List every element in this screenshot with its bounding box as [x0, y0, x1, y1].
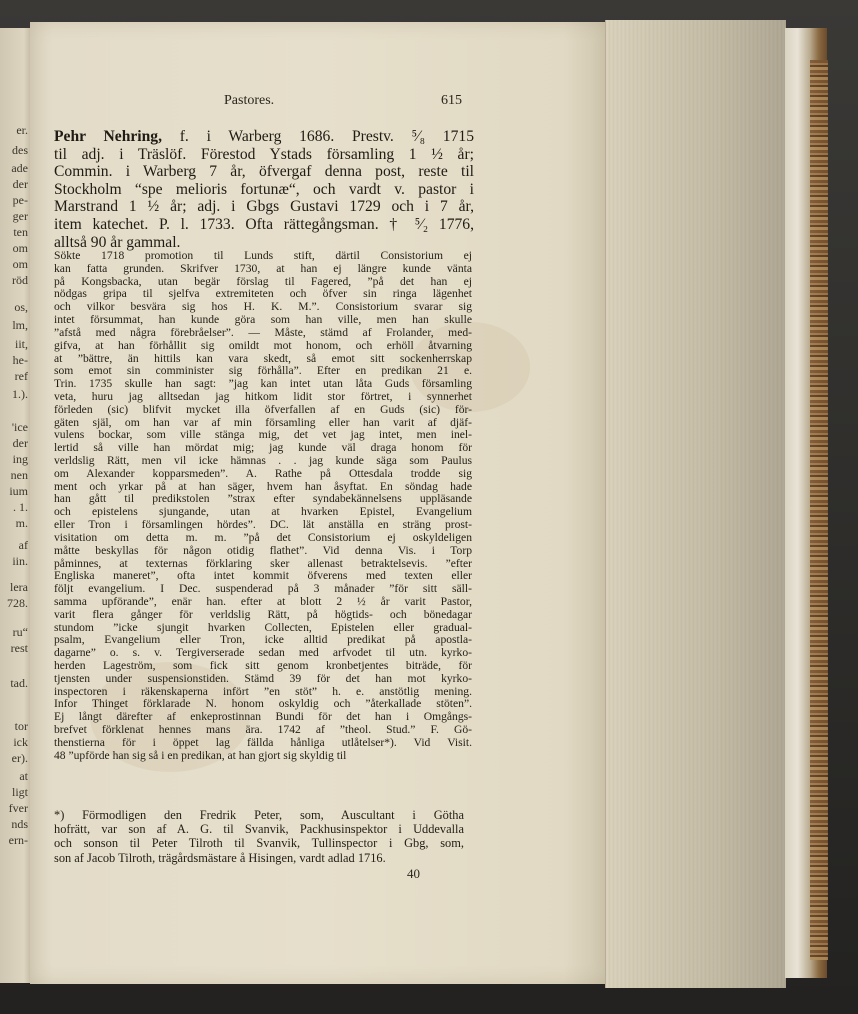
left-page-fragment: at	[19, 769, 28, 783]
footnote-line: son af Jacob Tilroth, trägårdsmästare å Hisingen, vardt adlad 1716.	[54, 850, 386, 865]
biography-line: Stockholm “spe melioris fortunæ“, och vardt v. pastor i	[54, 180, 474, 198]
left-page-fragment: 1.).	[12, 387, 28, 401]
page-block-edge	[605, 20, 786, 988]
left-page-fragment: ligt	[11, 785, 28, 799]
left-page-fragment: ern-	[8, 833, 28, 847]
footnote	[54, 808, 464, 865]
body-line: nödgas gripa til sjelfva extremiteten och öfver sin ringa lägenhet	[54, 288, 472, 301]
left-page-fragment: iin.	[12, 554, 28, 568]
left-page-edge	[0, 28, 30, 983]
body-line: intet försummat, han kunde göra som han ville, men han skulle	[54, 314, 472, 327]
body-line: samma upförande”, enär han. efter at blott 2 ½ år varit Pastor,	[54, 595, 472, 608]
left-page-fragment: des	[12, 143, 28, 157]
left-page-fragment: nds	[11, 817, 28, 831]
left-page-fragment: nen	[10, 468, 28, 482]
body-line: påminnes, at texternas förklaring sker allenast betraktelsevis. ”efter	[54, 557, 472, 570]
left-page-fragment: röd	[12, 273, 28, 287]
page-number: 615	[441, 93, 462, 108]
left-page-fragment: ade	[11, 161, 28, 175]
left-page-fragment: . 1.	[13, 500, 28, 514]
left-page-fragment: ium	[9, 484, 28, 498]
body-line: vulens bockar, som ville stänga mig, det vet jag intet, men inel-	[54, 429, 472, 442]
body-line: Infor Thinget förklarade N. honom oskyldig och ”återkallade stöten”.	[54, 698, 472, 711]
body-line: ”afstå med några förebråelser”. — Måste, stämd af Frolander, med-	[54, 326, 472, 339]
body-line: Sökte 1718 promotion til Lunds stift, därtil Consistorium ej	[54, 250, 472, 262]
body-line: gäten själ, om han var af min församling eller han varit af djäf-	[54, 416, 472, 429]
body-line: psalm, Evangelium eller Tron, icke alltid predikat på apostla-	[54, 634, 472, 647]
body-line: Ej långt därefter af enkeprostinnan Bundi för det han i Omgångs-	[54, 711, 472, 724]
body-line: dagarne” o. s. v. Tergiverserade sedan med arfvodet til utn. kyrko-	[54, 647, 472, 660]
left-page-fragment: om	[12, 241, 28, 255]
left-page-fragment: rest	[10, 641, 28, 655]
body-line: brefvet förklenat hennes mans ära. 1742 af ”theol. Stud.” F. Gö-	[54, 724, 472, 737]
biography-line: Commin. i Warberg 7 år, öfvergaf denna post, reste til	[54, 163, 474, 181]
left-page-fragment: der	[12, 436, 28, 450]
body-line: varit flera gånger för verldslig Rätt, på högtids- och bönedagar	[54, 608, 472, 621]
body-line: thenstierna för i öppet lag fällda hånliga utlåtelser*). Vid Visit.	[54, 736, 472, 749]
biography-line: alltså 90 år gammal.	[54, 233, 181, 251]
body-line: han gått til predikstolen ”strax efter syndabekännelsens uppläsande	[54, 493, 472, 506]
body-line: och vilkor besvära sig hos H. K. M.”. Consistorium svarar sig	[54, 301, 472, 314]
body-line: verldslig Rätt, men vil icke hämnas . . jag kunde säga som Paulus	[54, 455, 472, 467]
body-line: gifva, at han förhållit sig omildt mot honom, och erhöll åtvarning	[54, 339, 472, 352]
signature-mark: 40	[407, 866, 420, 881]
body-line: 48 ”upförde han sig så i en predikan, at han gjort sig skyldig til	[54, 749, 347, 762]
biography-line: Marstrand 1 ½ år; adj. i Gbgs Gustavi 1729 och i 7 år,	[54, 198, 474, 216]
body-line: ment och yrkar på at han säger, hvem han åsyftat. En söndag hade	[54, 480, 472, 493]
body-line: tjensten under suspensionstiden. Stämd 39 för det han mot kyrko-	[54, 672, 472, 685]
body-line: Engliska maneret”, ofta intet kommit öfverens med texten eller	[54, 570, 472, 583]
body-line: om Alexander kopparsmeden”. A. Rathe på Ottesdala trodde sig	[54, 467, 472, 480]
body-line: visitation om detta m. m. ”på det Consistorium ej oskyldeligen	[54, 531, 472, 544]
biography-entry	[54, 128, 474, 251]
left-page-fragment: 728.	[7, 596, 28, 610]
left-page-fragment: m.	[15, 516, 28, 530]
left-page-fragment: ing	[12, 452, 28, 466]
body-line: Trin. 1735 skulle han sagt: ”jag kan intet utan låta Guds församling	[54, 378, 472, 391]
body-line: inspectoren i räkenskaperna infört ”en stöt” h. e. anstötlig mening.	[54, 685, 472, 698]
body-text	[54, 250, 472, 763]
left-page-fragment: tad.	[10, 676, 28, 690]
body-line: måtte beskyllas för någon otidig flathet”. Vid denna Vis. i Torp	[54, 544, 472, 557]
left-page-fragment: 'ice	[11, 420, 28, 434]
left-page-fragment: lm,	[12, 318, 28, 332]
left-page-fragment: ref	[14, 369, 28, 383]
biography-line: til adj. i Träslöf. Förestod Ystads församling 1 ½ år;	[54, 145, 474, 163]
left-page-fragment: lera	[10, 580, 28, 594]
footnote-line: *) Förmodligen den Fredrik Peter, som, Auscultant i Götha	[54, 808, 464, 822]
body-line: herden Lageström, som fick sitt genom kronbetjentes biträde, för	[54, 660, 472, 672]
body-line: kan fatta grunden. Skrifver 1730, at han ej längre kunde vänta	[54, 262, 472, 275]
left-page-fragment: iit,	[14, 337, 28, 351]
body-line: och epistelens sjungande, utan at hvarken Epistel, Evangelium	[54, 506, 472, 519]
left-page-fragment: om	[12, 257, 28, 271]
left-page-fragment: tor	[14, 719, 28, 733]
body-line: eller Tron i församlingen hördes”. DC. lät anställa en sträng prost-	[54, 519, 472, 532]
body-line: stundom ”icke sjungit hvarken Collecten, Epistelen eller gradual-	[54, 621, 472, 634]
body-line: at ”bättre, än hittils kan vara skedt, så emot sitt sockenherrskap	[54, 352, 472, 365]
person-name: Pehr Nehring,	[54, 128, 162, 145]
footnote-line: och sonson til Peter Tilroth til Svanvik, Tullinspector i Gbg, som,	[54, 836, 464, 851]
body-line: veta, huru jag alltsedan jag hitkom lidit stor förtret, i synnerhet	[54, 390, 472, 403]
left-page-fragment: ten	[13, 225, 28, 239]
left-page-fragment: pe-	[12, 193, 28, 207]
biography-line: Pehr Nehring, f. i Warberg 1686. Prestv. ⁵⁄₈ 1715	[54, 128, 474, 145]
left-page-fragment: er).	[11, 751, 28, 765]
running-header: Pastores.	[224, 93, 275, 108]
left-page-fragment: he-	[12, 353, 28, 367]
left-page-fragment: ru“	[12, 625, 28, 639]
left-page-fragment: af	[18, 538, 28, 552]
biography-line: item katechet. P. l. 1733. Ofta rättegångsman. † ⁵⁄₂ 1776,	[54, 215, 474, 233]
left-page-fragment: er.	[16, 123, 28, 137]
left-page-fragment: der	[12, 177, 28, 191]
book-cover-speckle	[810, 60, 828, 960]
body-line: förleden (sic) blifvit mycket illa öfverfallen af en Guds (sic) för-	[54, 403, 472, 416]
body-line: som emot sin comminister sig förhålla”. Efter en predikan 21 e.	[54, 365, 472, 378]
left-page-fragment: ick	[13, 735, 28, 749]
body-line: följt evangelium. I Dec. suspenderad på 3 månader ”för sitt säll-	[54, 583, 472, 596]
footnote-line: hofrätt, var son af A. G. til Svanvik, Packhusinspektor i Uddevalla	[54, 822, 464, 837]
left-page-fragment: ger	[12, 209, 28, 223]
body-line: lertid så ville han mördat mig; jag kunde väl draga honom för	[54, 442, 472, 455]
body-line: på Kongsbacka, utan begär förslag til Fagered, ”på det han ej	[54, 275, 472, 288]
left-page-fragment: fver	[8, 801, 28, 815]
left-page-fragment: os,	[14, 300, 28, 314]
